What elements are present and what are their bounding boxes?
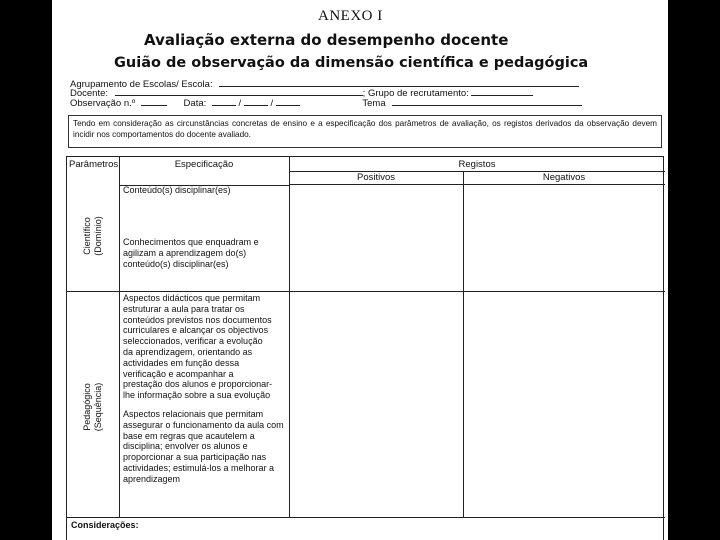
agrupamento-field[interactable] [219,78,579,87]
consideracoes-field[interactable] [67,519,665,540]
col-positivos-header: Positivos [356,172,395,183]
instructions-note: Tendo em consideração as circunstâncias concretas de ensino e a especificação dos parâmetros de avaliação, os registos derivados da observação devem incidir nos comportamentos do docente avaliado. [68,115,662,148]
cientifico-positivos-cell[interactable] [291,187,461,289]
tema-field[interactable] [392,97,582,106]
col-especificacao-header: Especificação [174,159,234,170]
docente-label: Docente: [70,88,109,99]
document-page [52,0,668,540]
agrupamento-label: Agrupamento de Escolas/ Escola: [70,79,213,90]
aspectos-didaticos-spec: Aspectos didácticos que permitam estruturar a aula para tratar os conteúdos previstos nos documentos curriculares e alcançar os objectivos seleccionados, verificar a evolução da aprendizagem, orientando as actividades em função dessa verificação e acompanhar a prestação dos alunos e proporcionar-lhe informação sobre a sua evolução [123,293,273,401]
tema-label: Tema [362,98,386,109]
conhecimentos-spec: Conhecimentos que enquadram e agilizam a aprendizagem do(s) conteúdo(s) disciplinar(es) [123,237,259,269]
conteudos-spec: Conteúdo(s) disciplinar(es) [123,185,231,195]
col-registos-header: Registos [458,159,496,170]
data-label: Data: [183,98,207,109]
col-negativos-header: Negativos [542,172,586,183]
observacao-field[interactable] [141,97,167,106]
data-month-field[interactable] [244,97,268,106]
col-parametros-header: Parâmetros [69,159,119,170]
annex-label: ANEXO I [318,8,383,24]
pedagogico-negativos-cell[interactable] [465,293,663,515]
observation-table [66,156,664,540]
docente-field[interactable] [115,87,363,96]
consideracoes-label: Considerações: [71,520,139,530]
date-separator: / [270,98,274,109]
document-title: Avaliação externa do desempenho docente [144,31,509,49]
aspectos-relacionais-spec: Aspectos relacionais que permitam assegurar o funcionamento da aula com base em regras que acautelem a disciplina; envolver os alunos e proporcionar a sua participação nas actividades; estimulá-los a melhorar a aprendizagem [123,409,284,484]
cientifico-label: Científico [82,217,92,255]
pedagogico-positivos-cell[interactable] [291,293,461,515]
document-subtitle: Guião de observação da dimensão científica e pedagógica [114,55,589,71]
pedagogico-label: Pedagógico [82,383,92,431]
grupo-label: ; Grupo de recrutamento: [362,88,469,99]
cientifico-negativos-cell[interactable] [465,187,663,289]
cientifico-parameter [82,196,104,276]
grupo-field[interactable] [471,87,533,96]
observacao-row [70,97,582,109]
cientifico-sublabel: (Domínio) [93,216,103,256]
date-separator: / [238,98,242,109]
pedagogico-sublabel: (Sequência) [93,382,103,432]
data-year-field[interactable] [276,97,300,106]
pedagogico-parameter [82,367,104,447]
data-day-field[interactable] [212,97,236,106]
observacao-label: Observação n.º [70,98,136,109]
